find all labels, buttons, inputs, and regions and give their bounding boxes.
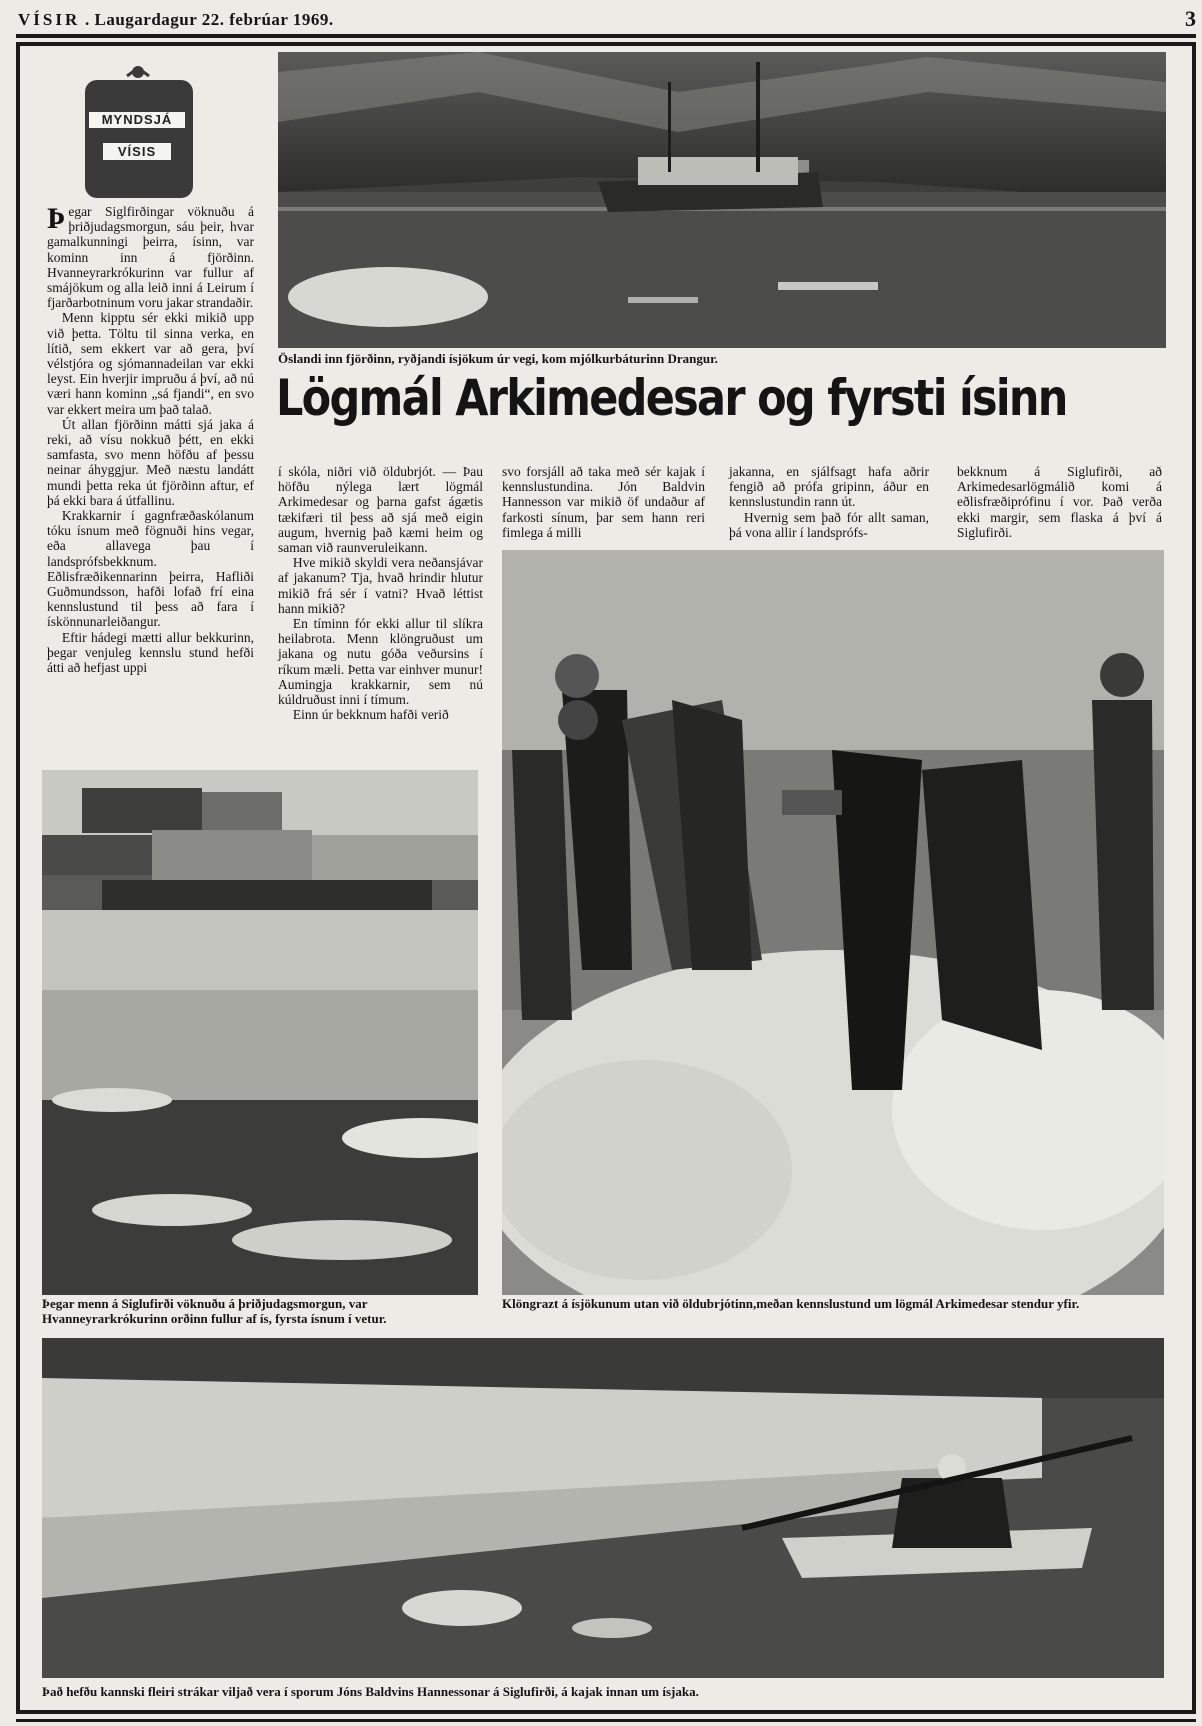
article-column-1 <box>47 204 254 675</box>
paragraph: Menn kipptu sér ekki mikið upp við þetta. Töltu til sinna verka, en lítið, sem ekkert var að gera, því vélstjóra og sjómannadeilan var ekki leyst. Ein hverjir impruðu á því, að nú væri hann kominn „sá fjandi“, en svo var ekkert meira um það talað. <box>47 310 254 417</box>
drop-cap: Þ <box>47 202 66 235</box>
paragraph: Hvernig sem það fór allt saman, þá vona allir í landsprófs- <box>729 509 929 540</box>
issue-date: . Laugardagur 22. febrúar 1969. <box>85 10 334 29</box>
caption-top: Öslandi inn fjörðinn, ryðjandi ísjökum úr vegi, kom mjólkurbáturinn Drangur. <box>278 351 718 366</box>
page-header <box>18 10 334 30</box>
paragraph: egar Siglfirðingar vöknuðu á þriðjudagsmorgun, sáu þeir, hvar gamalkunningi þeirra, ísinn, var kominn inn á fjörðinn. Hvanneyrarkrókurinn var fullur af smájökum og alla leið inni á Leirum í fjarðarbotninum voru jakar strandaðir. <box>47 204 254 311</box>
logo-line2: VÍSIS <box>103 143 171 160</box>
photo-kids-on-ice <box>502 550 1164 1295</box>
article-column-5 <box>957 464 1162 540</box>
paragraph: jakanna, en sjálfsagt hafa aðrir fengið að prófa gripinn, áður en kennslustundin rann út. <box>729 464 929 510</box>
myndsja-logo <box>85 80 193 198</box>
caption-kids: Klöngrazt á ísjökunum utan við öldubrjótinn,meðan kennslustund um lögmál Arkimedesar stendur yfir. <box>502 1296 1080 1311</box>
caption-harbor: Þegar menn á Siglufirði vöknuðu á þriðjudagsmorgun, var Hvanneyrarkrókurinn orðinn fullur af ís, fyrsta ísnum í vetur. <box>42 1296 387 1326</box>
paragraph: En tíminn fór ekki allur til slíkra heilabrota. Menn klöngruðust um jakana og nutu góða veðursins í ríkum mæli. Þetta var einhver munur! Aumingja krakkarnir, sem nú kúldruðust inni í tímum. <box>278 616 483 708</box>
logo-line1: MYNDSJÁ <box>89 112 185 128</box>
paragraph: Einn úr bekknum hafði verið <box>292 707 449 723</box>
paragraph: í skóla, niðri við öldubrjót. — Þau höfðu nýlega lært lögmál Arkimedesar og þarna gafst ágætis tækifæri til þess að sjá með eigin augum, hvernig það kæmi heim og saman við raunveruleikann. <box>278 464 483 556</box>
top-rule <box>16 34 1196 38</box>
paper-name: VÍSIR <box>18 10 81 29</box>
paragraph: Krakkarnir í gagnfræðaskólanum tóku ísnum með fögnuði hins vegar, eða allavega þau í landsprófsbekknum. Eðlisfræðikennarinn þeirra, Hafliði Guðmundsson, hafði lofað frí eina kennslustund til þess að fara í ískönnunarleiðangur. <box>47 508 254 630</box>
photo-boat-drangur <box>278 52 1166 348</box>
bottom-rule <box>16 1719 1196 1722</box>
caption-kayak: Það hefðu kannski fleiri strákar viljað vera í sporum Jóns Baldvins Hannessonar á Siglufirði, á kajak innan um ísjaka. <box>42 1684 699 1699</box>
paragraph: Eftir hádegi mætti allur bekkurinn, þegar venjuleg kennslu stund hefði átti að hefjast uppi <box>47 629 254 676</box>
article-column-2 <box>278 464 483 722</box>
paragraph: bekknum á Siglufirði, að Arkimedesarlögmálið komi á eðlisfræðiprófinu í vor. Það verða ekki margir, sem flaska á því á Siglufirði. <box>957 464 1162 540</box>
article-column-4 <box>729 464 929 540</box>
article-column-3 <box>502 464 705 540</box>
mascot-icon <box>123 62 153 92</box>
paragraph: Út allan fjörðinn mátti sjá jaka á reki, að vísu nokkuð þétt, en ekki samfasta, svo menn höfðu af þessu neinar áhyggjur. Með næstu landátt mundi þetta reka út fjörðinn aftur, ef þá ekki bara á útfallinu. <box>47 416 254 508</box>
photo-kayak <box>42 1338 1164 1678</box>
photo-harbor-ice <box>42 770 478 1295</box>
headline: Lögmál Arkimedesar og fyrsti ísinn <box>276 369 1067 427</box>
paragraph: svo forsjáll að taka með sér kajak í kennslustundina. Jón Baldvin Hannesson var mikið öf undaður af farkosti sínum, þar sem hann reri fimlega á milli <box>502 464 705 540</box>
page-number: 3 <box>1185 6 1196 31</box>
paragraph: Hve mikið skyldi vera neðansjávar af jakanum? Tja, hvað hrindir hlutur mikið frá sér í vatni? Hvað léttist hann mikið? <box>278 555 483 616</box>
